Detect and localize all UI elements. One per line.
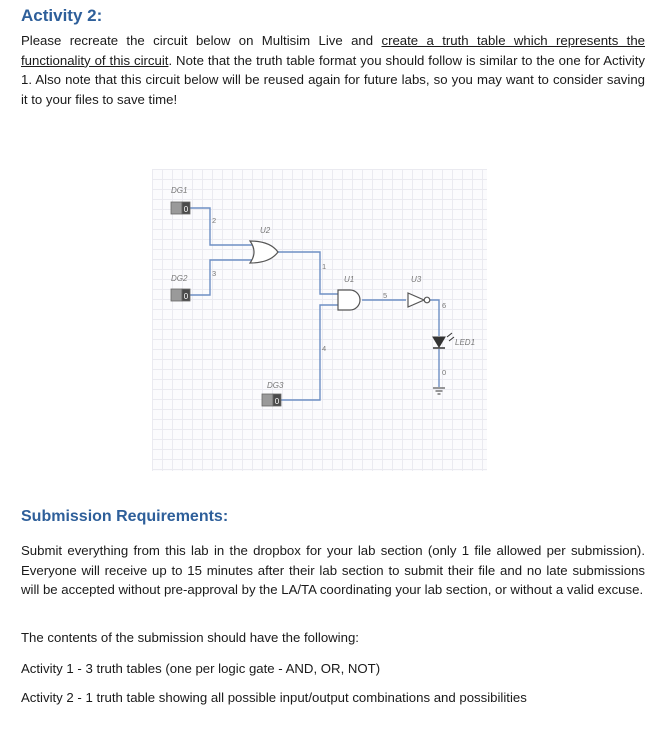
wire-net-4	[274, 305, 338, 400]
submission-item-activity-2: Activity 2 - 1 truth table showing all possible input/output combinations and possibilities	[21, 690, 527, 705]
submission-contents-intro: The contents of the submission should have the following:	[21, 630, 359, 645]
u2-or-gate	[250, 241, 278, 263]
instructions-underlined-text: create a truth table which represents the functionality of this circuit	[21, 33, 646, 68]
u3-not-gate	[408, 293, 430, 307]
u3-label: U3	[411, 275, 422, 284]
dg3-value: 0	[274, 397, 280, 406]
u1-and-gate	[338, 290, 360, 310]
net-label-1: 1	[322, 262, 327, 271]
circuit-schematic	[152, 169, 487, 471]
led1-diode	[433, 333, 454, 348]
u1-label: U1	[344, 275, 355, 284]
dg1-label: DG1	[171, 186, 188, 195]
led1-label: LED1	[455, 338, 476, 347]
u2-label: U2	[260, 226, 271, 235]
instructions-text-end: . Note that the truth table format you should follow is similar to the one for Activity 1. Also note that this circuit below will be reused again for future labs, so you may want to consider saving it to your files to save time!	[21, 52, 645, 107]
net-label-2: 2	[212, 216, 217, 225]
circuit-diagram	[152, 169, 487, 471]
ground-symbol	[433, 388, 445, 394]
wire-net-6	[430, 300, 439, 336]
dg1-value: 0	[183, 205, 189, 214]
net-label-5: 5	[383, 291, 388, 300]
net-label-4: 4	[322, 344, 327, 353]
dg2-value: 0	[183, 292, 189, 301]
net-label-3: 3	[212, 269, 217, 278]
net-label-6: 6	[442, 301, 447, 310]
wire-net-1	[276, 252, 338, 294]
dg2-label: DG2	[171, 274, 188, 283]
submission-item-activity-1: Activity 1 - 3 truth tables (one per logic gate - AND, OR, NOT)	[21, 661, 381, 676]
activity-2-heading: Activity 2:	[21, 6, 103, 25]
submission-paragraph: Submit everything from this lab in the dropbox for your lab section (only 1 file allowed per submission). Everyone will receive up to 15 minutes after their lab section to submit their file and no late submissions will be accepted without pre-approval by the LA/TA coordinating your lab section, or without a valid excuse.	[21, 543, 645, 598]
net-label-0: 0	[442, 368, 447, 377]
wire-net-3	[190, 260, 252, 295]
submission-requirements-heading: Submission Requirements:	[21, 508, 229, 525]
activity-2-instructions	[21, 31, 645, 109]
instructions-text-start: Please recreate the circuit below on Multisim Live and	[21, 33, 382, 48]
dg3-label: DG3	[267, 381, 284, 390]
wire-net-2	[190, 208, 252, 245]
